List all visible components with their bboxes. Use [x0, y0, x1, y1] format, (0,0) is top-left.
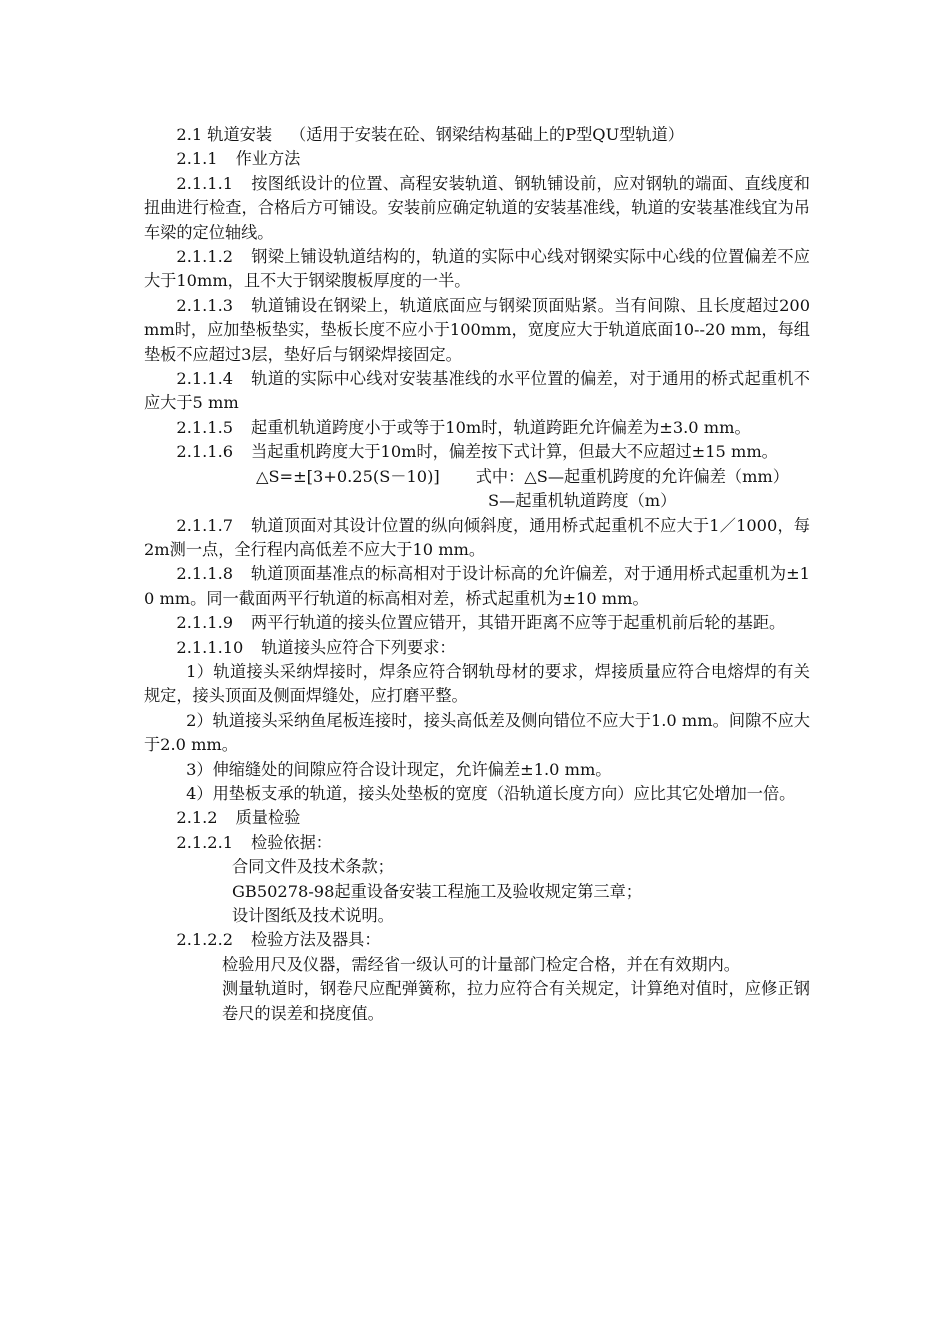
section-note: （适用于安装在砼、钢梁结构基础上的P型QU型轨道） — [290, 125, 684, 144]
clause-text: 当起重机跨度大于10m时，偏差按下式计算，但最大不应超过±15 mm。 — [251, 442, 778, 462]
clause-2-1-1-4 — [144, 367, 810, 416]
clause-number: 2.1.1.3 — [176, 295, 234, 315]
section-heading-2-1-2 — [144, 806, 810, 830]
formula-where-2: S—起重机轨道跨度（m） — [488, 491, 677, 511]
clause-2-1-1-1 — [144, 172, 810, 245]
clause-2-1-1-3 — [144, 294, 810, 367]
clause-number: 2.1.1.7 — [176, 515, 234, 535]
clause-2-1-2-2 — [144, 928, 810, 952]
clause-text: 轨道顶面对其设计位置的纵向倾斜度，通用桥式起重机不应大于1／1000，每2m测一点，全行程内高低差不应大于10 mm。 — [144, 515, 810, 559]
clause-number: 2.1.1.5 — [176, 417, 234, 437]
clause-2-1-1-7 — [144, 514, 810, 563]
clause-2-1-2-1 — [144, 831, 810, 855]
basis-item-3: 设计图纸及技术说明。 — [232, 906, 394, 925]
clause-text: 轨道铺设在钢梁上，轨道底面应与钢梁顶面贴紧。当有间隙、且长度超过200mm时，应加垫板垫实，垫板长度不应小于100mm，宽度应大于轨道底面10--20 mm，每组垫板不应超过3层，垫好后与钢梁焊接固定。 — [144, 295, 810, 364]
clause-2-1-1-6 — [144, 440, 810, 464]
section-heading-2-1-1 — [144, 147, 810, 171]
clause-2-1-1-9 — [144, 611, 810, 635]
clause-number: 2.1.2.1 — [176, 832, 234, 852]
clause-text: 按图纸设计的位置、高程安装轨道、钢轨铺设前，应对钢轨的端面、直线度和扭曲进行检查，合格后方可铺设。安装前应确定轨道的安装基准线，轨道的安装基准线宜为吊车梁的定位轴线。 — [144, 173, 810, 242]
formula-expression: △S=±[3+0.25(S－10)] — [256, 466, 440, 486]
joint-item-2: 2）轨道接头采纳鱼尾板连接时，接头高低差及侧向错位不应大于1.0 mm。间隙不应大于2.0 mm。 — [144, 710, 810, 755]
clause-number: 2.1.1.6 — [176, 442, 234, 462]
clause-text: 钢梁上铺设轨道结构的，轨道的实际中心线对钢梁实际中心线的位置偏差不应大于10mm，且不大于钢梁腹板厚度的一半。 — [144, 247, 810, 291]
clause-number: 2.1.1.1 — [176, 173, 234, 193]
basis-item-1: 合同文件及技术条款； — [232, 857, 394, 877]
joint-item-4: 4）用垫板支承的轨道，接头处垫板的宽度（沿轨道长度方向）应比其它处增加一倍。 — [186, 783, 796, 803]
clause-number: 2.1.1.10 — [176, 637, 244, 657]
joint-item-1: 1）轨道接头采纳焊接时，焊条应符合钢轨母材的要求，焊接质量应符合电熔焊的有关规定，接头顶面及侧面焊缝处，应打磨平整。 — [144, 661, 810, 706]
section-number: 2.1 轨道安装 — [176, 125, 273, 144]
document-body — [144, 123, 810, 1026]
clause-number: 2.1.2.2 — [176, 930, 234, 950]
clause-2-1-1-5 — [144, 416, 810, 440]
section-title: 质量检验 — [235, 808, 301, 828]
method-item-2: 测量轨道时，钢卷尺应配弹簧称，拉力应符合有关规定，计算绝对值时，应修正钢卷尺的误差和挠度值。 — [222, 979, 810, 1023]
clause-number: 2.1.1.2 — [176, 247, 234, 267]
clause-2-1-1-10 — [144, 636, 810, 660]
section-number: 2.1.2 — [176, 808, 218, 828]
formula-where: 式中：△S—起重机跨度的允许偏差（mm） — [475, 466, 789, 486]
clause-text: 两平行轨道的接头位置应错开，其错开距离不应等于起重机前后轮的基距。 — [251, 613, 786, 633]
section-heading-2-1 — [144, 123, 810, 147]
clause-number: 2.1.1.4 — [176, 369, 234, 389]
method-item-1: 检验用尺及仪器，需经省一级认可的计量部门检定合格，并在有效期内。 — [222, 954, 740, 974]
clause-text: 轨道接头应符合下列要求： — [261, 637, 456, 657]
clause-text: 起重机轨道跨度小于或等于10m时，轨道跨距允许偏差为±3.0 mm。 — [251, 417, 751, 437]
clause-text: 轨道顶面基准点的标高相对于设计标高的允许偏差，对于通用桥式起重机为±10 mm。同一截面两平行轨道的标高相对差，桥式起重机为±10 mm。 — [144, 564, 810, 608]
clause-number: 2.1.1.9 — [176, 613, 234, 633]
clause-title: 检验方法及器具： — [251, 930, 381, 950]
section-title: 作业方法 — [235, 149, 301, 169]
formula-line-2 — [144, 489, 810, 513]
clause-2-1-1-8 — [144, 562, 810, 611]
clause-text: 轨道的实际中心线对安装基准线的水平位置的偏差，对于通用的桥式起重机不应大于5 mm — [144, 369, 810, 413]
clause-2-1-1-2 — [144, 245, 810, 294]
joint-item-3: 3）伸缩缝处的间隙应符合设计现定，允许偏差±1.0 mm。 — [186, 759, 612, 779]
clause-title: 检验依据： — [251, 832, 332, 852]
section-number: 2.1.1 — [176, 149, 218, 169]
formula-line — [144, 465, 810, 489]
clause-number: 2.1.1.8 — [176, 564, 234, 584]
basis-item-2: GB50278-98起重设备安装工程施工及验收规定第三章； — [232, 881, 642, 901]
